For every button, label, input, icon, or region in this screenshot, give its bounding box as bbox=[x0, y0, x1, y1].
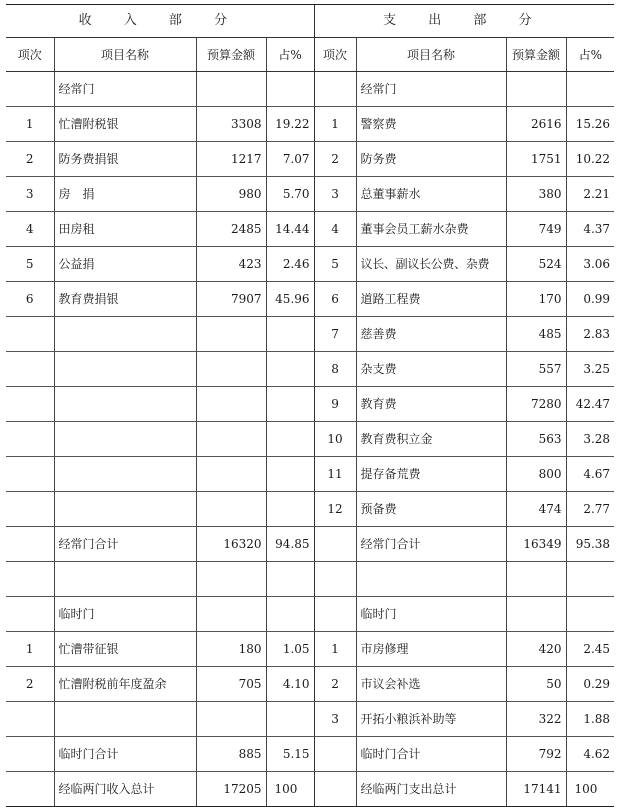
income-item-name: 房 捐 bbox=[54, 177, 196, 212]
expense-item-pct: 0.29 bbox=[566, 667, 614, 702]
income-item-pct: 2.46 bbox=[266, 247, 314, 282]
income-item-name: 田房租 bbox=[54, 212, 196, 247]
income-item-pct: 5.70 bbox=[266, 177, 314, 212]
expense-item-no bbox=[314, 597, 356, 632]
expense-item-no: 2 bbox=[314, 667, 356, 702]
table-row bbox=[6, 177, 614, 212]
income-item-name bbox=[54, 457, 196, 492]
income-item-amount: 17205 bbox=[196, 772, 266, 807]
expense-item-amount: 749 bbox=[506, 212, 566, 247]
expense-item-amount: 792 bbox=[506, 737, 566, 772]
expense-pct-header: 占% bbox=[566, 38, 614, 72]
income-item-amount bbox=[196, 317, 266, 352]
table-row bbox=[6, 107, 614, 142]
income-item-amount bbox=[196, 457, 266, 492]
income-item-name: 忙漕带征银 bbox=[54, 632, 196, 667]
expense-item-amount bbox=[506, 72, 566, 107]
expense-item-no bbox=[314, 72, 356, 107]
income-item-amount bbox=[196, 387, 266, 422]
table-row bbox=[6, 352, 614, 387]
expense-item-pct bbox=[566, 72, 614, 107]
income-item-name: 经常门 bbox=[54, 72, 196, 107]
expense-item-amount: 474 bbox=[506, 492, 566, 527]
expense-item-amount bbox=[506, 562, 566, 597]
expense-item-pct: 3.06 bbox=[566, 247, 614, 282]
expense-item-amount: 557 bbox=[506, 352, 566, 387]
section-title-row bbox=[6, 5, 614, 38]
income-section-title: 收 入 部 分 bbox=[6, 5, 314, 38]
income-item-no bbox=[6, 737, 54, 772]
expense-no-header: 项次 bbox=[314, 38, 356, 72]
expense-item-amount: 322 bbox=[506, 702, 566, 737]
income-item-pct: 45.96 bbox=[266, 282, 314, 317]
expense-item-name: 议长、副议长公费、杂费 bbox=[356, 247, 506, 282]
income-item-name: 临时门 bbox=[54, 597, 196, 632]
expense-item-no: 12 bbox=[314, 492, 356, 527]
expense-item-pct: 100 bbox=[566, 772, 614, 807]
expense-item-pct: 1.88 bbox=[566, 702, 614, 737]
expense-item-no bbox=[314, 772, 356, 807]
income-item-no: 2 bbox=[6, 142, 54, 177]
income-pct-header: 占% bbox=[266, 38, 314, 72]
expense-item-amount: 170 bbox=[506, 282, 566, 317]
income-item-pct: 19.22 bbox=[266, 107, 314, 142]
income-item-name bbox=[54, 562, 196, 597]
income-item-name: 经临两门收入总计 bbox=[54, 772, 196, 807]
expense-item-amount: 524 bbox=[506, 247, 566, 282]
income-item-no bbox=[6, 457, 54, 492]
income-item-pct: 94.85 bbox=[266, 527, 314, 562]
income-item-amount bbox=[196, 597, 266, 632]
expense-item-no bbox=[314, 737, 356, 772]
income-item-no: 1 bbox=[6, 107, 54, 142]
table-row bbox=[6, 492, 614, 527]
expense-item-name: 市议会补选 bbox=[356, 667, 506, 702]
income-item-amount: 7907 bbox=[196, 282, 266, 317]
income-item-name: 公益捐 bbox=[54, 247, 196, 282]
expense-item-name: 董事会员工薪水杂费 bbox=[356, 212, 506, 247]
budget-table bbox=[6, 4, 614, 807]
income-item-pct: 100 bbox=[266, 772, 314, 807]
income-item-name: 防务费捐银 bbox=[54, 142, 196, 177]
income-item-name: 忙漕附税前年度盈余 bbox=[54, 667, 196, 702]
income-item-no: 5 bbox=[6, 247, 54, 282]
expense-item-no: 10 bbox=[314, 422, 356, 457]
income-item-no bbox=[6, 422, 54, 457]
income-item-amount bbox=[196, 702, 266, 737]
income-item-no: 3 bbox=[6, 177, 54, 212]
income-item-pct bbox=[266, 702, 314, 737]
expense-item-name: 杂支费 bbox=[356, 352, 506, 387]
income-item-amount: 885 bbox=[196, 737, 266, 772]
expense-item-no: 1 bbox=[314, 632, 356, 667]
table-row bbox=[6, 317, 614, 352]
income-item-name bbox=[54, 422, 196, 457]
expense-item-no: 3 bbox=[314, 702, 356, 737]
table-row bbox=[6, 422, 614, 457]
expense-item-name: 经常门 bbox=[356, 72, 506, 107]
expense-item-name: 临时门 bbox=[356, 597, 506, 632]
income-item-no bbox=[6, 702, 54, 737]
expense-item-pct: 3.25 bbox=[566, 352, 614, 387]
expense-item-pct: 2.83 bbox=[566, 317, 614, 352]
expense-amount-header: 预算金额 bbox=[506, 38, 566, 72]
table-row bbox=[6, 772, 614, 807]
income-item-no bbox=[6, 387, 54, 422]
income-item-pct bbox=[266, 562, 314, 597]
income-item-pct: 4.10 bbox=[266, 667, 314, 702]
income-item-no: 2 bbox=[6, 667, 54, 702]
income-item-amount bbox=[196, 352, 266, 387]
expense-item-no: 9 bbox=[314, 387, 356, 422]
income-item-amount: 705 bbox=[196, 667, 266, 702]
table-row bbox=[6, 527, 614, 562]
expense-item-no: 7 bbox=[314, 317, 356, 352]
expense-item-no: 1 bbox=[314, 107, 356, 142]
expense-item-pct: 3.28 bbox=[566, 422, 614, 457]
income-item-amount bbox=[196, 492, 266, 527]
expense-item-no bbox=[314, 562, 356, 597]
income-item-name bbox=[54, 702, 196, 737]
expense-item-amount: 2616 bbox=[506, 107, 566, 142]
expense-item-amount: 7280 bbox=[506, 387, 566, 422]
expense-item-no: 5 bbox=[314, 247, 356, 282]
table-row bbox=[6, 282, 614, 317]
expense-item-name: 临时门合计 bbox=[356, 737, 506, 772]
expense-item-name: 防务费 bbox=[356, 142, 506, 177]
income-name-header: 项目名称 bbox=[54, 38, 196, 72]
income-item-pct bbox=[266, 317, 314, 352]
income-item-pct bbox=[266, 492, 314, 527]
income-item-amount: 423 bbox=[196, 247, 266, 282]
income-item-name: 教育费捐银 bbox=[54, 282, 196, 317]
income-item-name: 临时门合计 bbox=[54, 737, 196, 772]
expense-item-no: 6 bbox=[314, 282, 356, 317]
income-item-pct: 1.05 bbox=[266, 632, 314, 667]
expense-item-name: 经常门合计 bbox=[356, 527, 506, 562]
income-item-amount: 16320 bbox=[196, 527, 266, 562]
expense-item-no: 3 bbox=[314, 177, 356, 212]
expense-item-name: 提存备荒费 bbox=[356, 457, 506, 492]
income-item-no bbox=[6, 597, 54, 632]
table-row bbox=[6, 212, 614, 247]
expense-item-amount: 380 bbox=[506, 177, 566, 212]
expense-item-amount: 420 bbox=[506, 632, 566, 667]
income-item-pct bbox=[266, 352, 314, 387]
income-item-pct bbox=[266, 597, 314, 632]
income-item-pct bbox=[266, 72, 314, 107]
income-item-no bbox=[6, 772, 54, 807]
income-item-no: 1 bbox=[6, 632, 54, 667]
income-item-amount: 980 bbox=[196, 177, 266, 212]
table-row bbox=[6, 142, 614, 177]
income-item-pct bbox=[266, 457, 314, 492]
expense-item-pct: 10.22 bbox=[566, 142, 614, 177]
income-item-amount: 2485 bbox=[196, 212, 266, 247]
expense-item-amount: 800 bbox=[506, 457, 566, 492]
income-item-pct: 14.44 bbox=[266, 212, 314, 247]
income-item-amount bbox=[196, 562, 266, 597]
income-item-pct: 7.07 bbox=[266, 142, 314, 177]
table-row bbox=[6, 457, 614, 492]
expense-item-pct: 2.45 bbox=[566, 632, 614, 667]
expense-item-name: 教育费积立金 bbox=[356, 422, 506, 457]
income-item-pct bbox=[266, 422, 314, 457]
table-row bbox=[6, 387, 614, 422]
income-item-amount: 3308 bbox=[196, 107, 266, 142]
income-amount-header: 预算金额 bbox=[196, 38, 266, 72]
income-item-no bbox=[6, 352, 54, 387]
expense-item-pct: 42.47 bbox=[566, 387, 614, 422]
income-item-name: 忙漕附税银 bbox=[54, 107, 196, 142]
expense-item-amount bbox=[506, 597, 566, 632]
expense-item-name bbox=[356, 562, 506, 597]
expense-item-amount: 1751 bbox=[506, 142, 566, 177]
column-header-row bbox=[6, 38, 614, 72]
expense-item-pct: 2.77 bbox=[566, 492, 614, 527]
expense-item-pct: 15.26 bbox=[566, 107, 614, 142]
table-row bbox=[6, 562, 614, 597]
table-row bbox=[6, 702, 614, 737]
income-item-no: 4 bbox=[6, 212, 54, 247]
expense-item-amount: 16349 bbox=[506, 527, 566, 562]
income-no-header: 项次 bbox=[6, 38, 54, 72]
income-item-no bbox=[6, 317, 54, 352]
expense-item-no: 11 bbox=[314, 457, 356, 492]
expense-item-amount: 17141 bbox=[506, 772, 566, 807]
expense-item-name: 警察费 bbox=[356, 107, 506, 142]
expense-item-no: 8 bbox=[314, 352, 356, 387]
income-item-amount: 180 bbox=[196, 632, 266, 667]
income-item-amount: 1217 bbox=[196, 142, 266, 177]
expense-name-header: 项目名称 bbox=[356, 38, 506, 72]
expense-item-amount: 563 bbox=[506, 422, 566, 457]
expense-item-name: 预备费 bbox=[356, 492, 506, 527]
expense-item-name: 道路工程费 bbox=[356, 282, 506, 317]
income-item-no bbox=[6, 527, 54, 562]
table-row bbox=[6, 632, 614, 667]
income-item-no: 6 bbox=[6, 282, 54, 317]
income-item-no bbox=[6, 492, 54, 527]
expense-item-name: 经临两门支出总计 bbox=[356, 772, 506, 807]
expense-item-pct bbox=[566, 562, 614, 597]
expense-item-no: 4 bbox=[314, 212, 356, 247]
income-item-amount bbox=[196, 72, 266, 107]
income-item-no bbox=[6, 562, 54, 597]
expense-item-name: 总董事薪水 bbox=[356, 177, 506, 212]
expense-item-pct bbox=[566, 597, 614, 632]
table-row bbox=[6, 737, 614, 772]
income-item-name bbox=[54, 352, 196, 387]
expense-item-pct: 95.38 bbox=[566, 527, 614, 562]
expense-item-pct: 4.62 bbox=[566, 737, 614, 772]
income-item-name: 经常门合计 bbox=[54, 527, 196, 562]
income-item-pct bbox=[266, 387, 314, 422]
expense-item-pct: 0.99 bbox=[566, 282, 614, 317]
expense-item-name: 慈善费 bbox=[356, 317, 506, 352]
expense-item-amount: 485 bbox=[506, 317, 566, 352]
expense-item-no bbox=[314, 527, 356, 562]
table-row bbox=[6, 247, 614, 282]
income-item-pct: 5.15 bbox=[266, 737, 314, 772]
table-row bbox=[6, 72, 614, 107]
expense-section-title: 支 出 部 分 bbox=[314, 5, 614, 38]
expense-item-pct: 4.37 bbox=[566, 212, 614, 247]
expense-item-name: 教育费 bbox=[356, 387, 506, 422]
expense-item-name: 市房修理 bbox=[356, 632, 506, 667]
expense-item-amount: 50 bbox=[506, 667, 566, 702]
expense-item-pct: 4.67 bbox=[566, 457, 614, 492]
expense-item-name: 开拓小粮浜补助等 bbox=[356, 702, 506, 737]
expense-item-no: 2 bbox=[314, 142, 356, 177]
income-item-name bbox=[54, 317, 196, 352]
expense-item-pct: 2.21 bbox=[566, 177, 614, 212]
income-item-name bbox=[54, 387, 196, 422]
table-row bbox=[6, 597, 614, 632]
income-item-no bbox=[6, 72, 54, 107]
income-item-name bbox=[54, 492, 196, 527]
table-row bbox=[6, 667, 614, 702]
income-item-amount bbox=[196, 422, 266, 457]
